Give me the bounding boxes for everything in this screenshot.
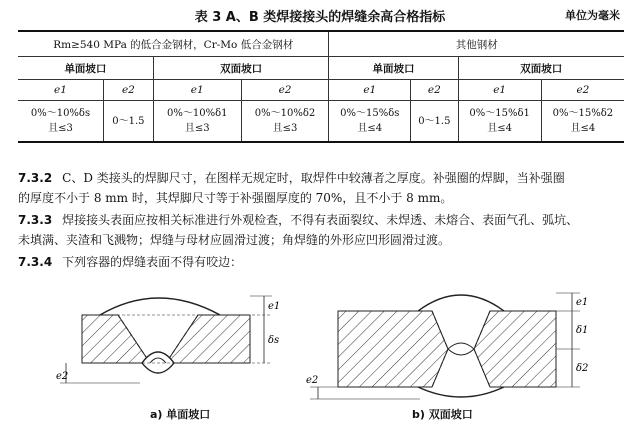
- single-groove-header-left: 单面坡口: [18, 57, 153, 80]
- col-e1: e1: [458, 80, 541, 101]
- caption-double-groove: b) 双面坡口: [412, 408, 473, 421]
- clause-7-3-2: 7.3.2 C、D 类接头的焊脚尺寸，在图样无规定时，取焊件中较薄者之厚度。补强圈的焊脚，当补强圈 的厚度不小于 8 mm 时，其焊脚尺寸等于补强圈厚度的 70%，且不小于 8 mm。: [18, 171, 565, 205]
- col-e2: e2: [103, 80, 153, 101]
- double-groove-header-right: 双面坡口: [458, 57, 624, 80]
- group-header-right: 其他钢材: [329, 31, 624, 57]
- svg-text:e2: e2: [306, 375, 319, 386]
- table-cell: 0%～15%δs 且≤4: [329, 101, 411, 143]
- col-e2: e2: [241, 80, 329, 101]
- double-groove-header-left: 双面坡口: [153, 57, 329, 80]
- col-e1: e1: [18, 80, 103, 101]
- clause-7-3-4: 7.3.4 下列容器的焊缝表面不得有咬边：: [18, 255, 243, 269]
- weld-groove-figures: [0, 275, 640, 407]
- table-cell: 0%～15%δ2 且≤4: [541, 101, 624, 143]
- table-title-bar: [0, 6, 640, 24]
- clause-7-3-3: 7.3.3 焊接接头表面应按相关标准进行外观检查，不得有表面裂纹、未焊透、未熔合、表面气孔、弧坑、 未填满、夹渣和飞溅物；焊缝与母材应圆滑过渡；角焊缝的外形应凹形圆滑过渡。: [18, 213, 579, 247]
- table-cell: 0%～10%δs 且≤3: [18, 101, 103, 143]
- col-e1: e1: [329, 80, 411, 101]
- single-groove-figure: [56, 296, 280, 383]
- unit-label: 单位为毫米: [565, 9, 620, 22]
- table-cell: 0～1.5: [411, 101, 458, 143]
- svg-text:δ2: δ2: [576, 363, 589, 374]
- double-groove-figure: [306, 293, 588, 399]
- col-e1: e1: [153, 80, 241, 101]
- table-cell: 0～1.5: [103, 101, 153, 143]
- weld-reinforcement-table: [18, 30, 624, 143]
- svg-text:δs: δs: [268, 335, 280, 346]
- col-e2: e2: [541, 80, 624, 101]
- svg-text:e1: e1: [268, 301, 281, 312]
- group-header-left: Rm≥540 MPa 的低合金钢材，Cr-Mo 低合金钢材: [18, 31, 329, 57]
- col-e2: e2: [411, 80, 458, 101]
- table-cell: 0%～10%δ2 且≤3: [241, 101, 329, 143]
- svg-text:e1: e1: [576, 297, 589, 308]
- single-groove-header-right: 单面坡口: [329, 57, 458, 80]
- svg-text:e2: e2: [56, 371, 69, 382]
- caption-single-groove: a) 单面坡口: [150, 408, 211, 421]
- table-title: 表 3 A、B 类焊接接头的焊缝余高合格指标: [194, 10, 446, 25]
- table-cell: 0%～15%δ1 且≤4: [458, 101, 541, 143]
- table-cell: 0%～10%δ1 且≤3: [153, 101, 241, 143]
- svg-text:δ1: δ1: [576, 325, 589, 336]
